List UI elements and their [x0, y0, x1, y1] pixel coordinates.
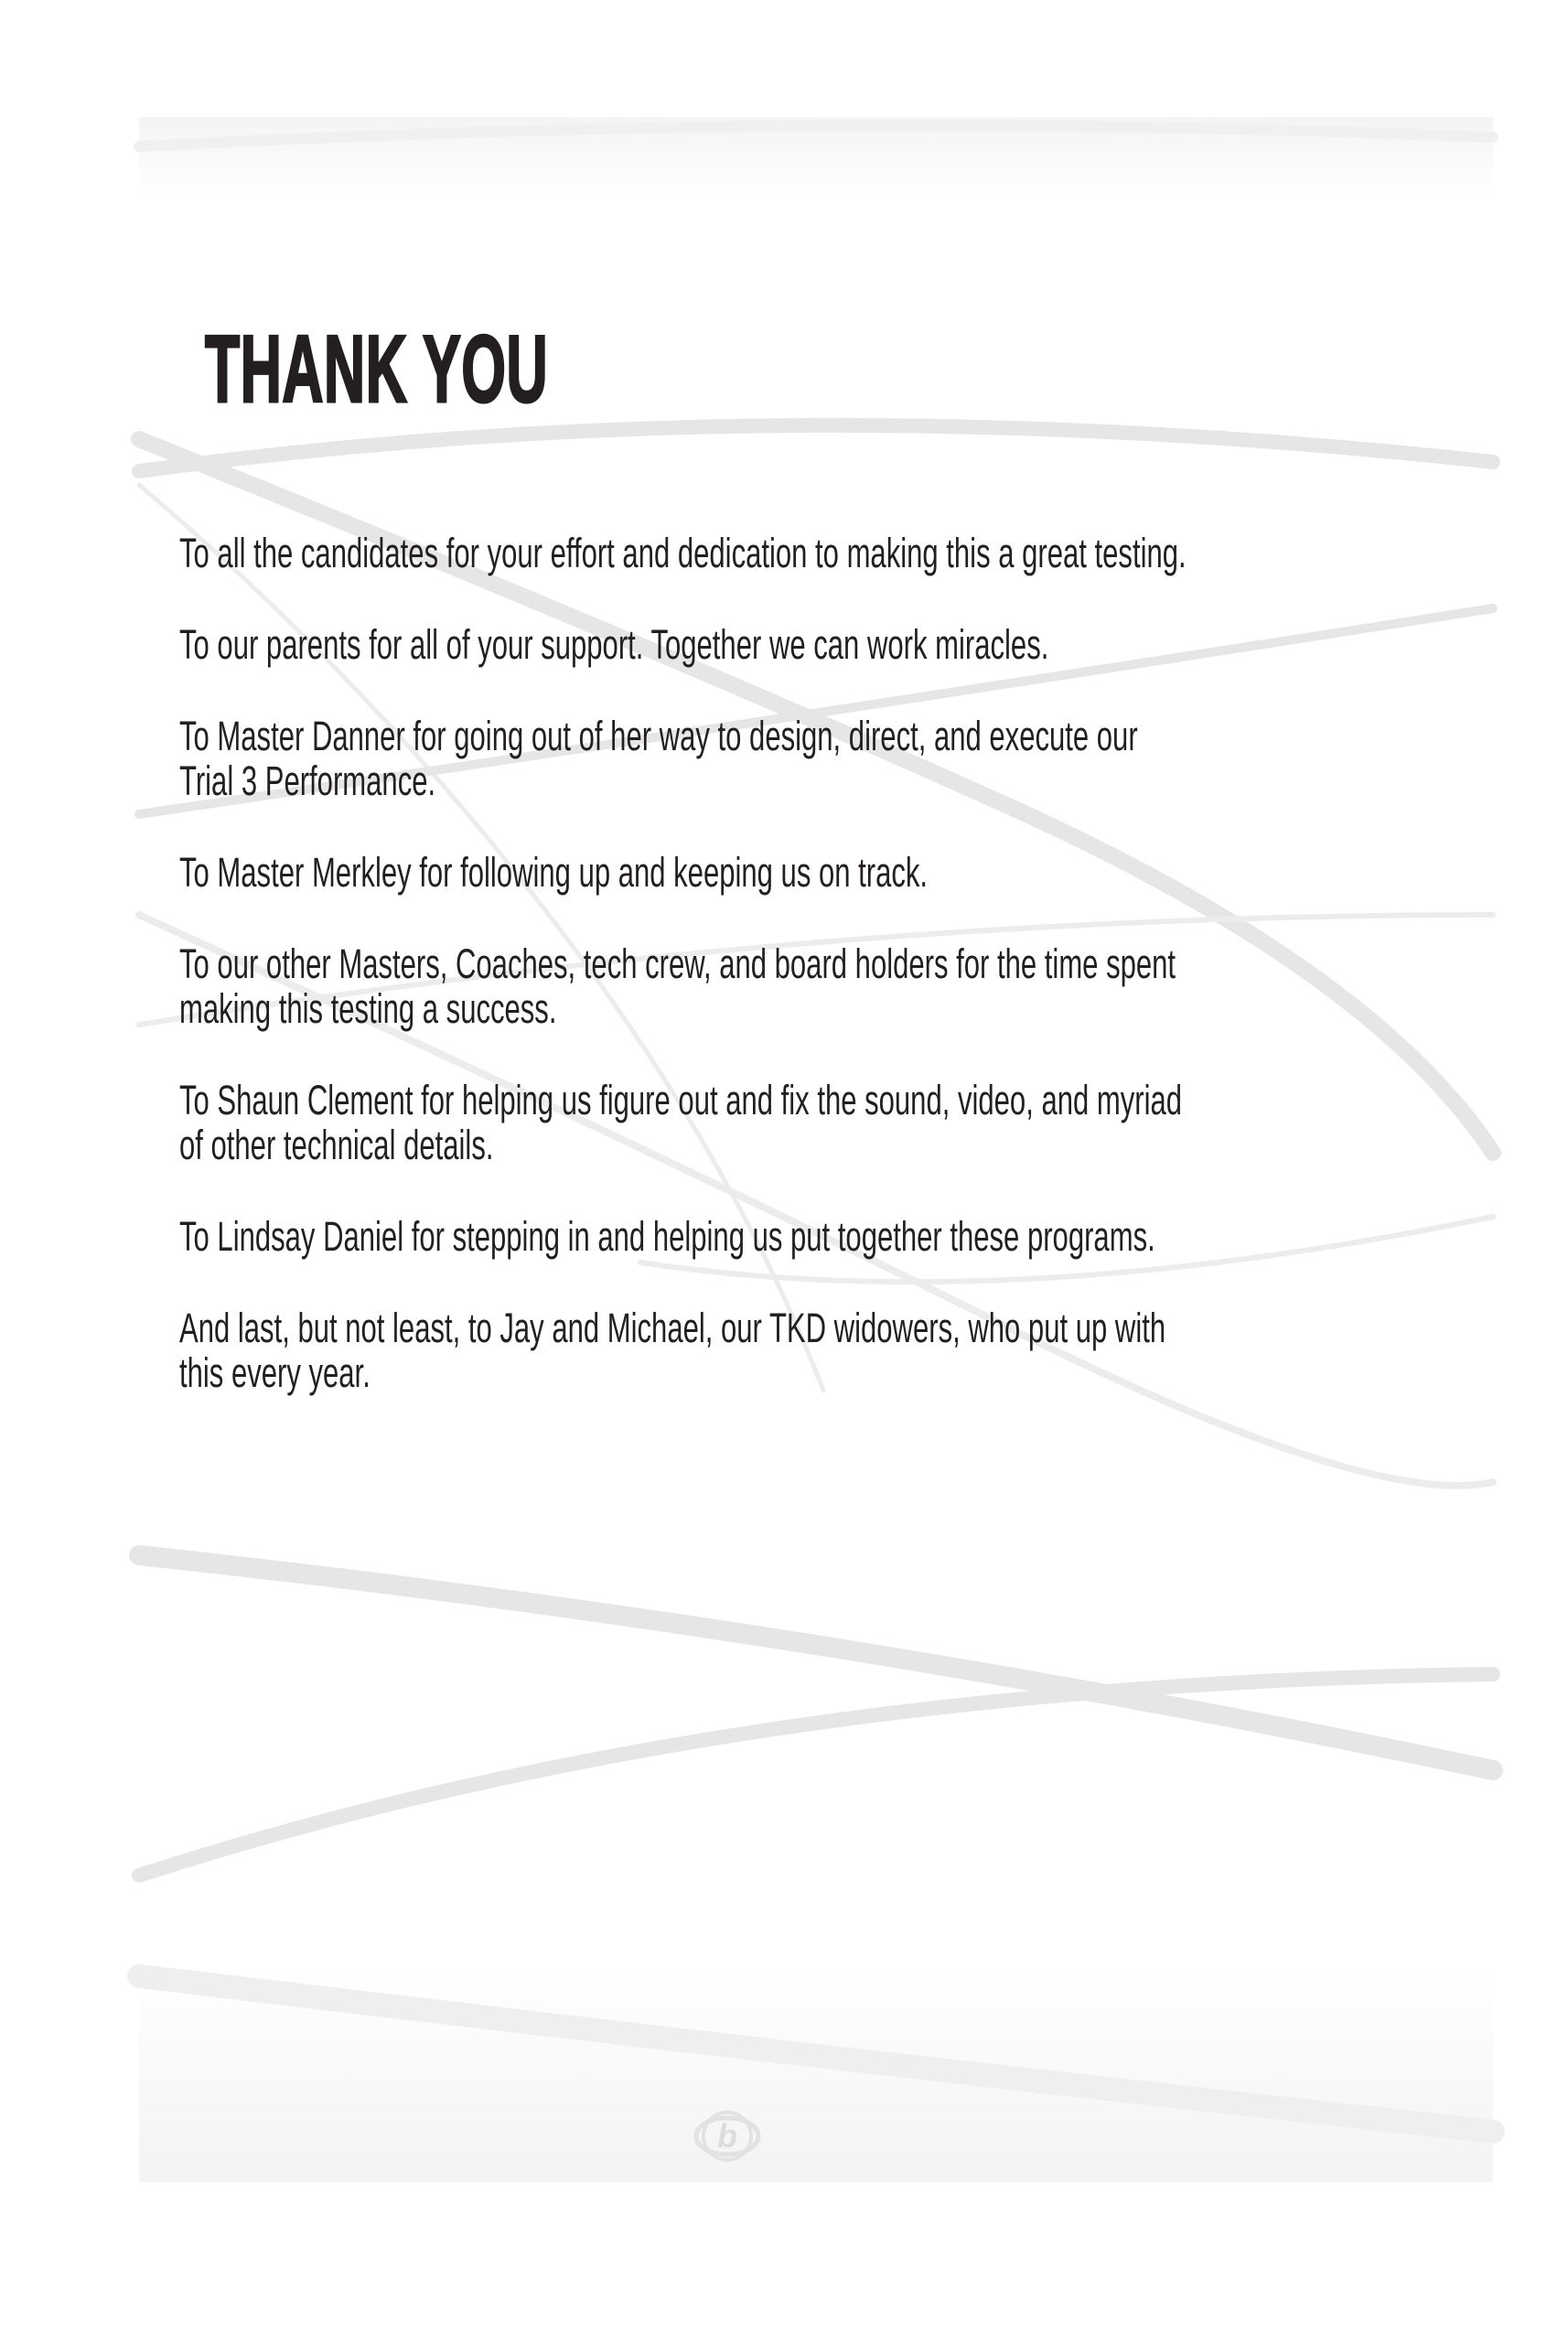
acknowledgement-paragraph: [179, 531, 1568, 575]
acknowledgements-list: [179, 531, 1568, 1442]
paragraph-line: of other technical details.: [179, 1122, 494, 1168]
acknowledgement-paragraph: [179, 714, 1568, 803]
paragraph-line: To Shaun Clement for helping us figure out and fix the sound, video, and myriad: [179, 1077, 1183, 1123]
acknowledgement-paragraph: [179, 941, 1568, 1031]
page-title: THANK YOU: [205, 317, 549, 423]
acknowledgement-paragraph: [179, 622, 1568, 667]
paragraph-line: To our parents for all of your support. Together we can work miracles.: [179, 621, 1049, 668]
svg-text:b: b: [717, 2117, 737, 2154]
acknowledgement-paragraph: [179, 1078, 1568, 1167]
acknowledgement-paragraph: [179, 1305, 1568, 1395]
paragraph-line: And last, but not least, to Jay and Michael, our TKD widowers, who put up with: [179, 1305, 1166, 1351]
acknowledgement-paragraph: [179, 850, 1568, 895]
paragraph-line: To Master Merkley for following up and keeping us on track.: [179, 849, 929, 896]
acknowledgement-paragraph: [179, 1214, 1568, 1259]
paragraph-line: To our other Masters, Coaches, tech crew, and board holders for the time spent: [179, 940, 1176, 987]
paragraph-line: To Lindsay Daniel for stepping in and helping us put together these programs.: [179, 1213, 1155, 1260]
paragraph-line: making this testing a success.: [179, 985, 557, 1032]
paragraph-line: Trial 3 Performance.: [179, 757, 436, 804]
paragraph-line: To Master Danner for going out of her way to design, direct, and execute our: [179, 713, 1138, 759]
paragraph-line: this every year.: [179, 1349, 371, 1396]
paragraph-line: To all the candidates for your effort and dedication to making this a great testing.: [179, 530, 1187, 576]
b-orbit-logo-icon: [691, 2104, 764, 2168]
